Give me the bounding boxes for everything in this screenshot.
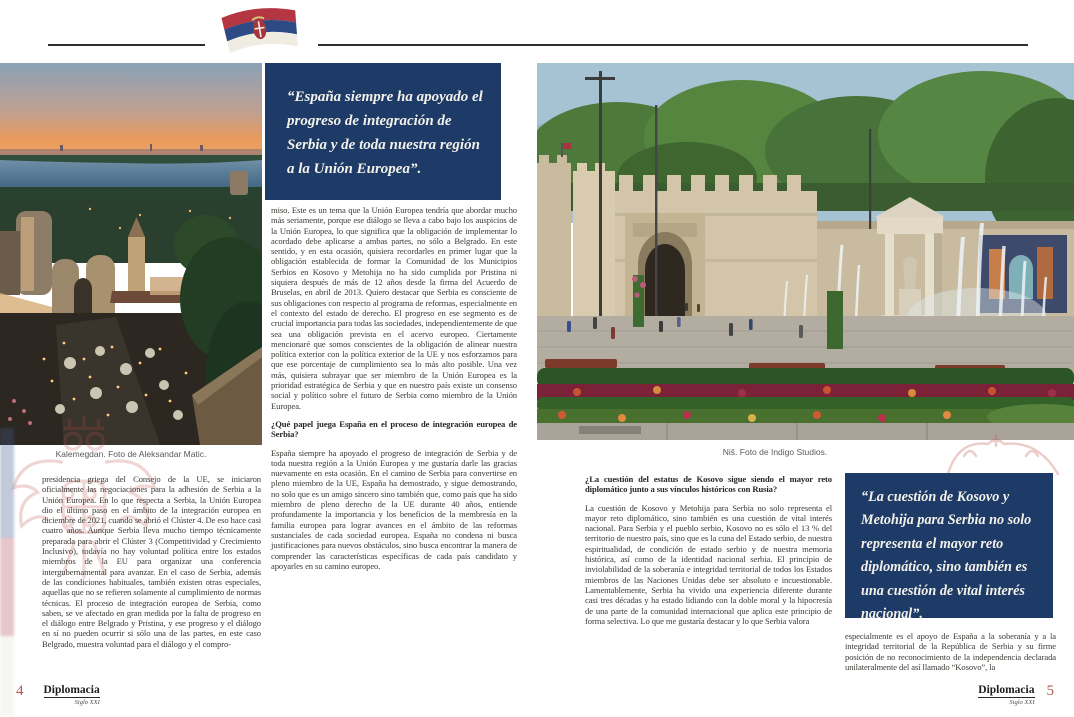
interview-question: ¿La cuestión del estatus de Kosovo sigue siendo el mayor reto diplomático junto a sus vínculos históricos con Rusia? xyxy=(585,474,832,495)
kalemegdan-photo xyxy=(0,63,262,445)
paragraph: especialmente es el apoyo de España a la soberanía y a la integridad territorial de la República de Serbia y su firme posición de no reconocimiento de la independencia declarada unilateralmente del así llamado “Kosovo”, la xyxy=(845,631,1056,672)
page-number: 4 xyxy=(16,683,24,699)
paragraph: La cuestión de Kosovo y Metohija para Serbia no solo representa el mayor reto diplomático, sino también es una cuestión de vital interés nacional. Para Serbia y el pueblo serbio, Kosovo no es sólo el 13 % del territorio de nuestro país, sino que es la cuna del Estado serbio, de nuestra espiritualidad, de condición de estado serbio y de nuestra memoria histórica, así como de la identidad nacional serbia. El principio de inviolabilidad de la soberanía e integridad territorial de todos los Estados miembros de las Naciones Unidas debe ser absoluto e incuestionable. Lamentablemente, Serbia ha vivido una experiencia diferente durante casi tres décadas y ha estado lidiando con la doble moral y la hipocresía de una parte de la comunidad internacional que aplica este principio de forma selectiva. Lo que me gustaría destacar y lo que Serbia valora xyxy=(585,502,832,626)
body-column-right-continued xyxy=(845,631,1056,680)
paragraph: presidencia griega del Consejo de la UE, se iniciaron oficialmente las negociaciones para la adhesión de Serbia a la Unión Europea. En lo que respecta a Serbia, la Unión Europea dio el último paso en el ámbito de la integración europea en diciembre de 2021, cuando se abrió el Clúster 4. De eso hace casi cuatro años. Aunque Serbia lleva mucho tiempo técnicamente preparada para abrir el Clúster 3 (Competitividad y Crecimiento Inclusivo), todavía no hay voluntad política entre los estados miembros de la EU para organizar una conferencia intergubernamental para avanzar. En el caso de Serbia, además de las condiciones habituales, también existen otras especiales, aquellas que no se refieren solamente al cumplimiento de normas técnicas. El proceso de integración europea de Serbia, como saben, se ve afectado en gran medida por la falta de progreso en el diálogo entre Belgrado y Pristina, y ese progreso y el diálogo en sí no pueden ocurrir si sólo una de las partes, en este caso Belgrado, muestra voluntad para el diálogo y el compro- xyxy=(42,474,261,649)
photo-caption-left: Kalemegdan. Foto de Aleksandar Matic. xyxy=(55,449,207,459)
page-number: 5 xyxy=(1046,683,1054,699)
brand-subtitle: Siglo XXI xyxy=(1009,699,1035,706)
serbia-flag-icon xyxy=(214,1,308,65)
header-rule-left xyxy=(48,44,205,46)
brand-mark xyxy=(978,684,1034,706)
pull-quote-left xyxy=(265,63,501,200)
interview-question: ¿Qué papel juega España en el proceso de integración europea de Serbia? xyxy=(271,418,517,440)
body-column-left-1 xyxy=(42,474,261,657)
pull-quote-text: “España siempre ha apoyado el progreso de integración de Serbia y de toda nuestra región a la Unión Europea”. xyxy=(287,89,483,177)
brand-name: Diplomacia xyxy=(978,684,1035,696)
page-footer-left xyxy=(16,684,100,706)
flag-watermark-strip xyxy=(0,428,14,717)
page-footer-right xyxy=(928,684,1054,706)
body-column-left-2 xyxy=(271,205,517,579)
pull-quote-text: “La cuestión de Kosovo y Metohija para Serbia no solo representa el mayor reto diplomático, sino también es una cuestión de vital interés nacional”. xyxy=(861,489,1032,623)
body-column-right xyxy=(585,474,832,634)
paragraph: España siempre ha apoyado el progreso de integración de Serbia y de toda nuestra región a la Unión Europea y me gustaría darle las gracias nuevamente en esta ocasión. En el camino de Serbia para convertirse en pleno miembro de la UE, España ha demostrado, y sigue demostrando, no solo que es un amigo sincero sino también que, como país que ha sido miembro de pleno derecho de la UE durante 40 años, entiende profundamente la importancia y los beneficios de la membresía en la familia europea para lograr avances en el ámbito de las reformas sustanciales de cada sociedad europea. España no condena ni busca justificaciones para nuevos obstáculos, sino busca encontrar la manera de comprender las características específicas de cada país candidato y apoyarles en su camino europeo. xyxy=(271,447,517,571)
brand-name: Diplomacia xyxy=(43,684,100,696)
brand-subtitle: Siglo XXI xyxy=(74,699,100,706)
header-rule-right xyxy=(318,44,1028,46)
brand-mark xyxy=(44,684,100,706)
paragraph: miso. Este es un tema que la Unión Europea tendría que abordar mucho más seriamente, porque ese diálogo se lleva a cabo bajo los auspicios de la Unión Europea, lo que significa que la obligación de implementar lo acordado debe aplicarse a ambas partes, no sólo a Belgrado. En este sentido, y en esta ocasión, quisiera recordarles en primer lugar que la obligación establecida de formar la Comunidad de los Municipios Serbios en Kosovo y Metohija no ha sido cumplida por Pristina ni siquiera después de más de 12 años desde la firma del Acuerdo de Bruselas, en abril de 2013. Quiero destacar que Serbia es consciente de sus obligaciones con respecto al programa de reformas, especialmente en el contexto del estado de derecho. El progreso en ese segmento es de crucial importancia para todas las sociedades, independientemente de que sea una obligación prevista en el acervo europeo. Ciertamente mencionaré que somos conscientes de la obligación de alinear nuestra política exterior con la política exterior de la UE y nos esforzamos para que ese porcentaje de cumplimiento sea lo más alto posible. Una vez más, quisiera subrayar que ser miembro de la Unión Europea es la prioridad estratégica de Serbia y que en nuestro país existe un consenso social y político sobre el futuro de Serbia como miembro de la Unión Europea. xyxy=(271,205,517,411)
nis-photo xyxy=(537,63,1074,440)
pull-quote-right xyxy=(845,473,1053,623)
photo-caption-right: Niš. Foto de Indigo Studios. xyxy=(722,447,828,457)
